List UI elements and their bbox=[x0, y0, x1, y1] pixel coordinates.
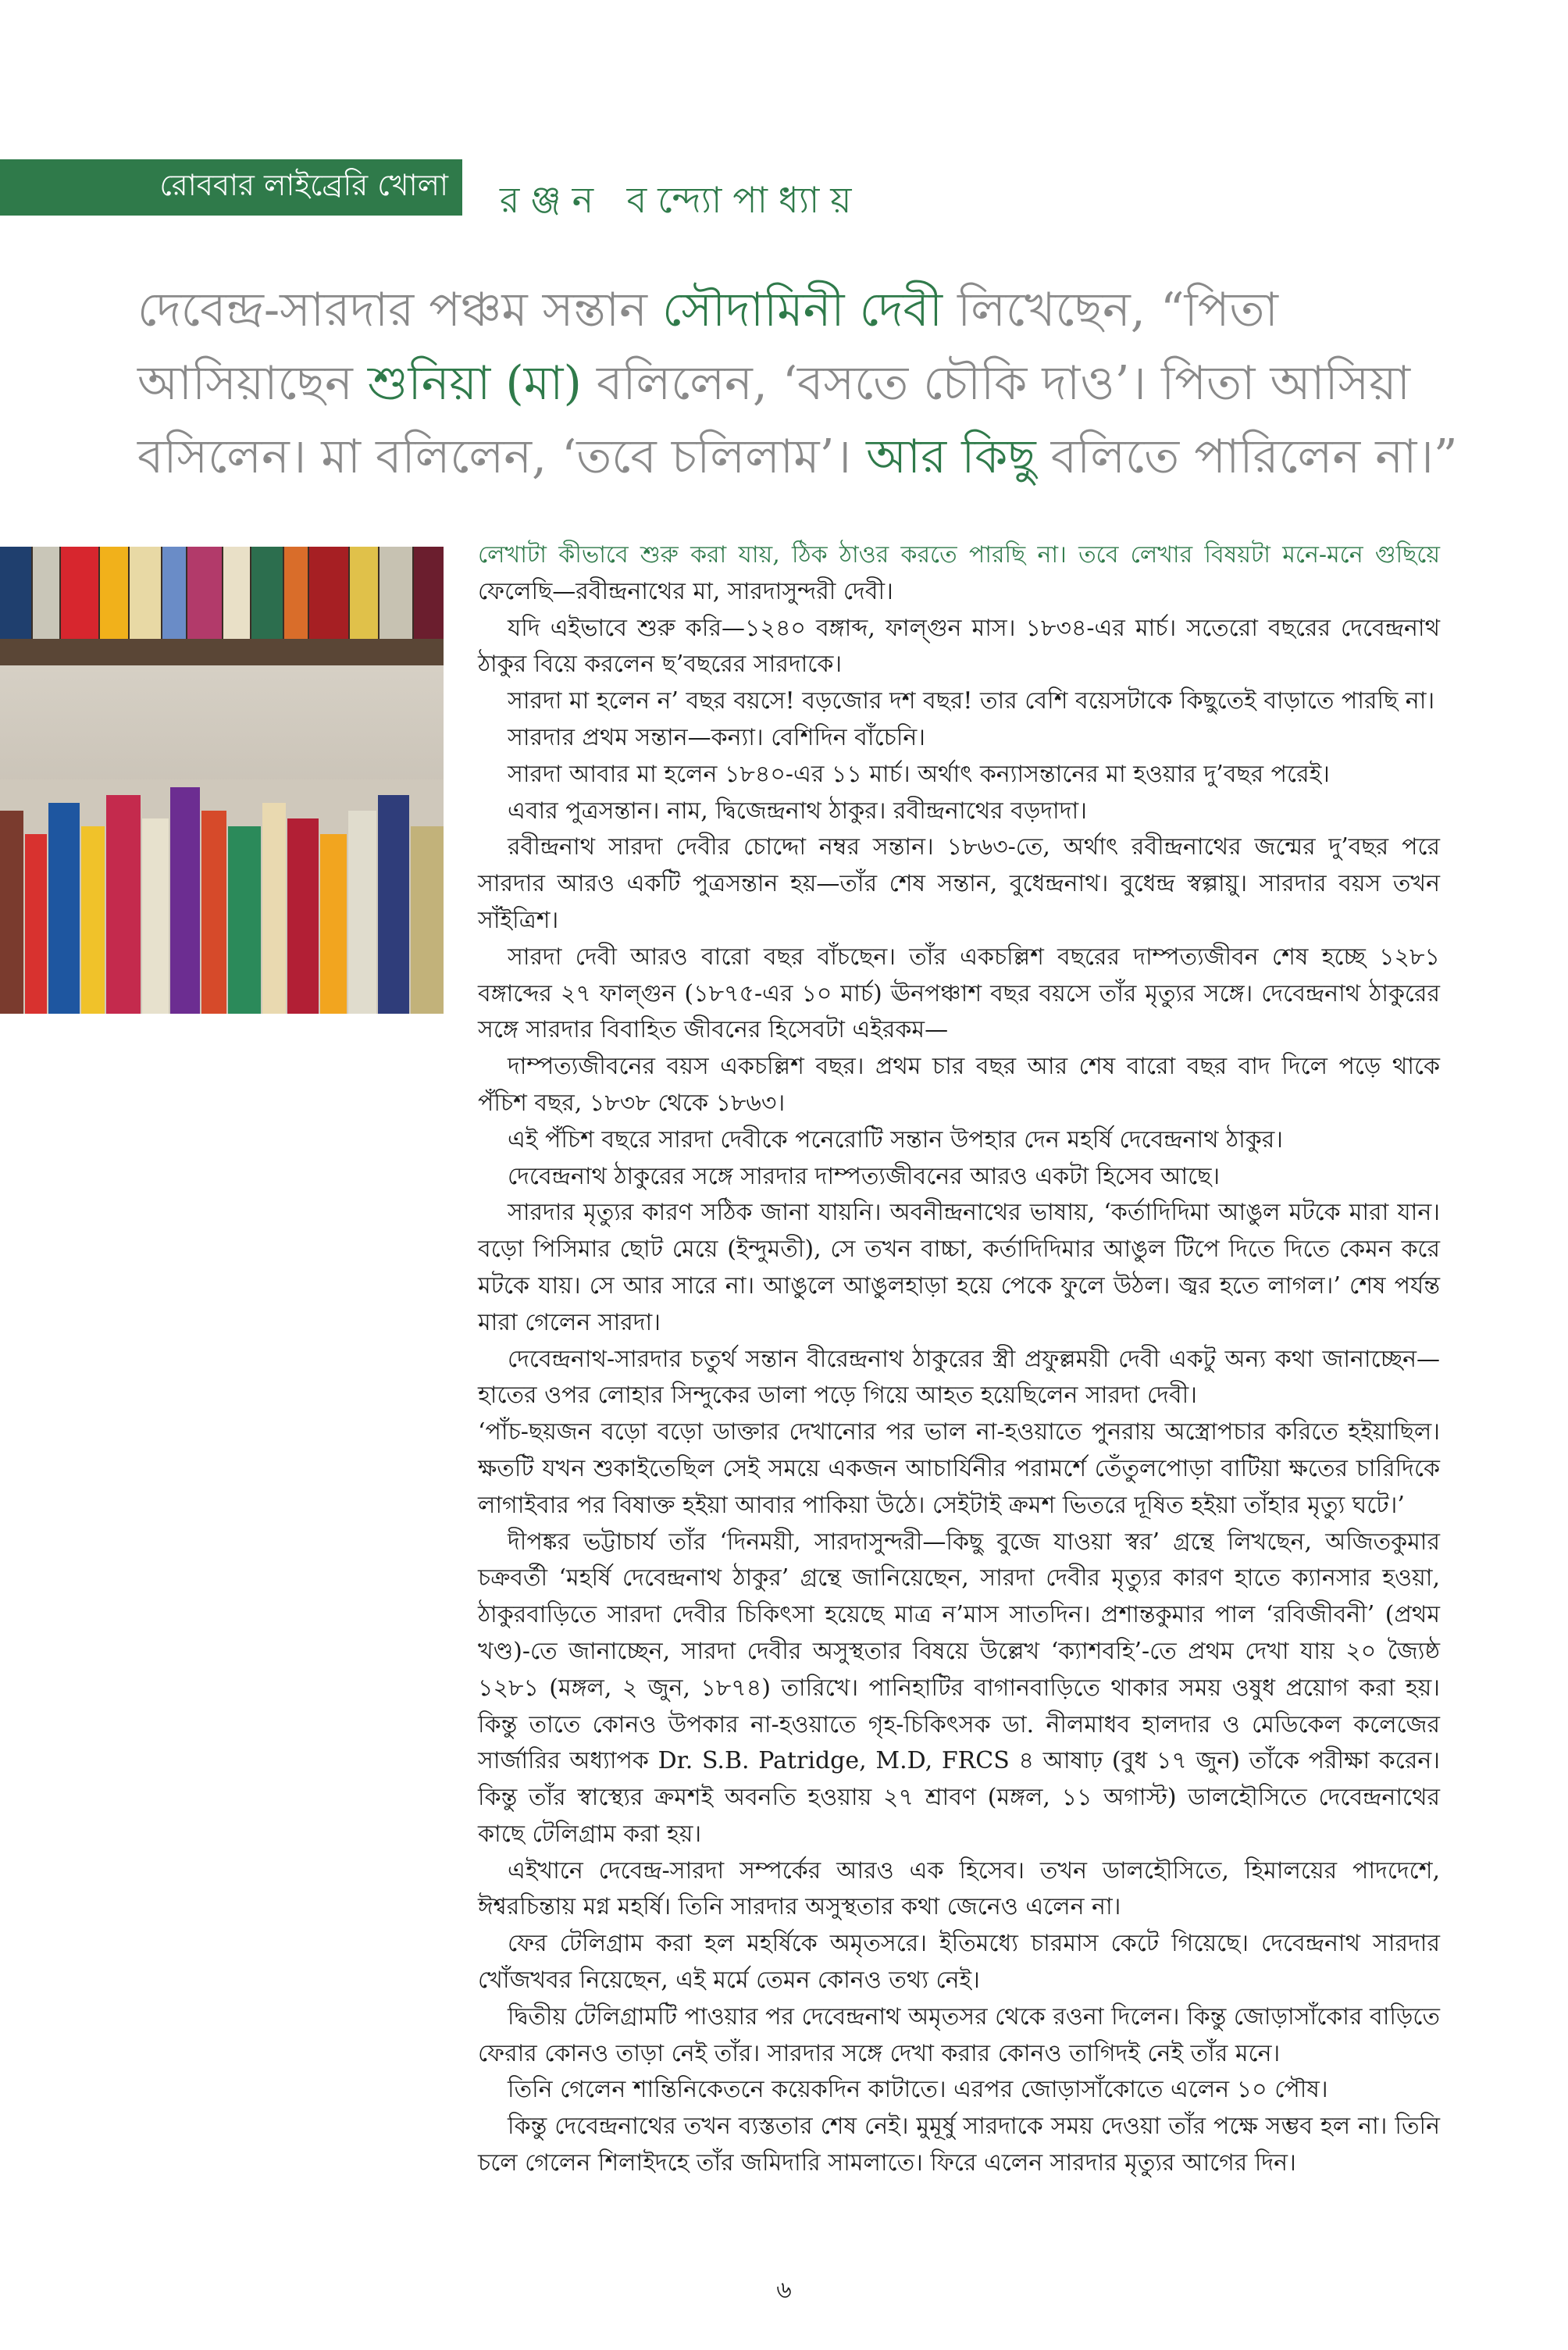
article-paragraph: সারদা মা হলেন ন’ বছর বয়সে! বড়জোর দশ বছর! তার বেশি বয়েসটাকে কিছুতেই বাড়াতে পারছি না। bbox=[508, 687, 1435, 715]
article-paragraph: ফের টেলিগ্রাম করা হল মহর্ষিকে অমৃতসরে। ইতিমধ্যে চারমাস কেটে গিয়েছে। দেবেন্দ্রনাথ সারদার খোঁজখবর নিয়েছেন, এই মর্মে তেমন কোনও তথ্য নেই। bbox=[478, 1930, 1440, 1995]
page-number: ৬ bbox=[776, 2277, 792, 2304]
pull-quote-highlight-1: সৌদামিনী দেবী bbox=[662, 283, 943, 337]
article-paragraph: সারদা আবার মা হলেন ১৮৪০-এর ১১ মার্চ। অর্থাৎ কন্যাসন্তানের মা হওয়ার দু’বছর পরেই। bbox=[508, 760, 1330, 788]
pull-quote-part-1: দেবেন্দ্র-সারদার পঞ্চম সন্তান bbox=[137, 283, 663, 337]
article-paragraph: সারদা দেবী আরও বারো বছর বাঁচছেন। তাঁর একচল্লিশ বছরের দাম্পত্যজীবন শেষ হচ্ছে ১২৮১ বঙ্গাব্দের ২৭ ফাল্গুন (১৮৭৫-এর ১০ মার্চ) ঊনপঞ্চাশ বছর বয়সে তাঁর মৃত্যুর সঙ্গে। দেবেন্দ্রনাথ ঠাকুরের সঙ্গে সারদার বিবাহিত জীবনের হিসেবটা এইরকম— bbox=[478, 943, 1440, 1044]
pull-quote-highlight-2: শুনিয়া (মা) bbox=[367, 356, 582, 411]
article-body bbox=[478, 537, 1440, 2182]
article-paragraph: এইখানে দেবেন্দ্র-সারদা সম্পর্কের আরও এক হিসেব। তখন ডালহৌসিতে, হিমালয়ের পাদদেশে, ঈশ্বরচিন্তায় মগ্ন মহর্ষি। তিনি সারদার অসুস্থতার কথা জেনেও এলেন না। bbox=[478, 1856, 1440, 1921]
quoted-passage: ‘পাঁচ-ছয়জন বড়ো বড়ো ডাক্তার দেখানোর পর ভাল না-হওয়াতে পুনরায় অস্ত্রোপচার করিতে হইয়াছিল। ক্ষতটি যখন শুকাইতেছিল সেই সময়ে একজন আচার্যিনীর পরামর্শে তেঁতুলপোড়া বাটিয়া ক্ষতের চারিদিকে লাগাইবার পর বিষাক্ত হইয়া আবার পাকিয়া উঠে। সেইটাই ক্রমশ ভিতরে দূষিত হইয়া তাঁহার মৃত্যু ঘটে।’ bbox=[478, 1418, 1440, 1519]
shelf-board bbox=[0, 639, 444, 665]
lead-rest-text: ফেলেছি—রবীন্দ্রনাথের মা, সারদাসুন্দরী দেবী। bbox=[478, 577, 893, 605]
pull-quote-part-3: বলিলেন, ‘বসতে চৌকি দাও’। পিতা আসিয়া বসিলেন। মা বলিলেন, ‘তবে চলিলাম’। bbox=[137, 356, 1410, 484]
article-paragraph: কিন্তু দেবেন্দ্রনাথের তখন ব্যস্ততার শেষ নেই। মুমূর্ষু সারদাকে সময় দেওয়া তাঁর পক্ষে সম্ভব হল না। তিনি চলে গেলেন শিলাইদহে তাঁর জমিদারি সামলাতে। ফিরে এলেন সারদার মৃত্যুর আগের দিন। bbox=[478, 2113, 1440, 2177]
lead-green-text: লেখাটা কীভাবে শুরু করা যায়, ঠিক ঠাওর করতে পারছি না। তবে লেখার বিষয়টা মনে-মনে গুছিয়ে bbox=[478, 541, 1440, 569]
article-paragraph: দাম্পত্যজীবনের বয়স একচল্লিশ বছর। প্রথম চার বছর আর শেষ বারো বছর বাদ দিলে পড়ে থাকে পঁচিশ বছর, ১৮৩৮ থেকে ১৮৬৩। bbox=[478, 1053, 1440, 1117]
article-paragraph: দেবেন্দ্রনাথ ঠাকুরের সঙ্গে সারদার দাম্পত্যজীবনের আরও একটা হিসেব আছে। bbox=[508, 1162, 1221, 1190]
article-paragraph: যদি এইভাবে শুরু করি—১২৪০ বঙ্গাব্দ, ফাল্গুন মাস। ১৮৩৪-এর মার্চ। সতেরো বছরের দেবেন্দ্রনাথ ঠাকুর বিয়ে করলেন ছ’বছরের সারদাকে। bbox=[478, 614, 1440, 679]
article-paragraph: তিনি গেলেন শান্তিনিকেতনে কয়েকদিন কাটাতে। এরপর জোড়াসাঁকোতে এলেন ১০ পৌষ। bbox=[508, 2076, 1328, 2104]
article-paragraph: দেবেন্দ্রনাথ-সারদার চতুর্থ সন্তান বীরেন্দ্রনাথ ঠাকুরের স্ত্রী প্রফুল্লময়ী দেবী একটু অন্য কথা জানাচ্ছেন—হাতের ওপর লোহার সিন্দুকের ডালা পড়ে গিয়ে আহত হয়েছিলেন সারদা দেবী। bbox=[478, 1345, 1440, 1410]
article-paragraph: এবার পুত্রসন্তান। নাম, দ্বিজেন্দ্রনাথ ঠাকুর। রবীন্দ্রনাথের বড়দাদা। bbox=[508, 797, 1087, 825]
article-paragraph: সারদার প্রথম সন্তান—কন্যা। বেশিদিন বাঁচেনি। bbox=[508, 723, 926, 751]
section-tag-label: রোববার লাইব্রেরি খোলা bbox=[159, 168, 448, 202]
pull-quote-part-2: লিখেছেন, “পিতা আসিয়াছেন bbox=[137, 283, 1278, 411]
pull-quote-part-4: বলিতে পারিলেন না।” bbox=[1035, 430, 1458, 484]
article-paragraph: এই পঁচিশ বছরে সারদা দেবীকে পনেরোটি সন্তান উপহার দেন মহর্ষি দেবেন্দ্রনাথ ঠাকুর। bbox=[508, 1125, 1283, 1154]
pull-quote-highlight-3: আর কিছু bbox=[866, 430, 1036, 484]
article-paragraph: দ্বিতীয় টেলিগ্রামটি পাওয়ার পর দেবেন্দ্রনাথ অমৃতসর থেকে রওনা দিলেন। কিন্তু জোড়াসাঁকোর বাড়িতে ফেরার কোনও তাড়া নেই তাঁর। সারদার সঙ্গে দেখা করার কোনও তাগিদই নেই তাঁর মনে। bbox=[478, 2002, 1440, 2067]
pull-quote bbox=[137, 273, 1481, 494]
books-top-row bbox=[0, 547, 444, 640]
article-paragraph: সারদার মৃত্যুর কারণ সঠিক জানা যায়নি। অবনীন্দ্রনাথের ভাষায়, ‘কর্তাদিদিমা আঙুল মটকে মারা যান। বড়ো পিসিমার ছোট মেয়ে (ইন্দুমতী), সে তখন বাচ্চা, কর্তাদিদিমার আঙুল টিপে দিতে দিতে কেমন করে মটকে যায়। সে আর সারে না। আঙুলে আঙুলহাড়া হয়ে পেকে ফুলে উঠল। জ্বর হতে লাগল।’ শেষ পর্যন্ত মারা গেলেন সারদা। bbox=[478, 1199, 1440, 1336]
bookshelf-photo bbox=[0, 547, 444, 1014]
books-bottom-row bbox=[0, 779, 444, 1014]
article-lead bbox=[478, 537, 1440, 611]
article-paragraph: দীপঙ্কর ভট্টাচার্য তাঁর ‘দিনময়ী, সারদাসুন্দরী—কিছু বুজে যাওয়া স্বর’ গ্রন্থে লিখছেন, অজিতকুমার চক্রবর্তী ‘মহর্ষি দেবেন্দ্রনাথ ঠাকুর’ গ্রন্থে জানিয়েছেন, সারদা দেবীর মৃত্যুর কারণ হাতে ক্যানসার হওয়া, ঠাকুরবাড়িতে সারদা দেবীর চিকিৎসা হয়েছে মাত্র ন’মাস সাতদিন। প্রশান্তকুমার পাল ‘রবিজীবনী’ (প্রথম খণ্ড)-তে জানাচ্ছেন, সারদা দেবীর অসুস্থতার বিষয়ে উল্লেখ ‘ক্যাশবহি’-তে প্রথম দেখা যায় ২০ জ্যৈষ্ঠ ১২৮১ (মঙ্গল, ২ জুন, ১৮৭৪) তারিখে। পানিহাটির বাগানবাড়িতে থাকার সময় ওষুধ প্রয়োগ করা হয়। কিন্তু তাতে কোনও উপকার না-হওয়াতে গৃহ-চিকিৎসক ডা. নীলমাধব হালদার ও মেডিকেল কলেজের সার্জারির অধ্যাপক Dr. S.B. Patridge, M.D, FRCS ৪ আষাঢ় (বুধ ১৭ জুন) তাঁকে পরীক্ষা করেন। কিন্তু তাঁর স্বাস্থ্যের ক্রমশই অবনতি হওয়ায় ২৭ শ্রাবণ (মঙ্গল, ১১ অগাস্ট) ডালহৌসিতে দেবেন্দ্রনাথের কাছে টেলিগ্রাম করা হয়। bbox=[478, 1528, 1440, 1848]
author-name: রঞ্জন বন্দ্যোপাধ্যায় bbox=[500, 179, 863, 221]
article-paragraph: রবীন্দ্রনাথ সারদা দেবীর চোদ্দো নম্বর সন্তান। ১৮৬৩-তে, অর্থাৎ রবীন্দ্রনাথের জন্মের দু’বছর পরে সারদার আরও একটি পুত্রসন্তান হয়—তাঁর শেষ সন্তান, বুধেন্দ্রনাথ। বুধেন্দ্র স্বল্পায়ু। সারদার বয়স তখন সাঁইত্রিশ। bbox=[478, 833, 1440, 934]
section-tag bbox=[0, 159, 462, 216]
